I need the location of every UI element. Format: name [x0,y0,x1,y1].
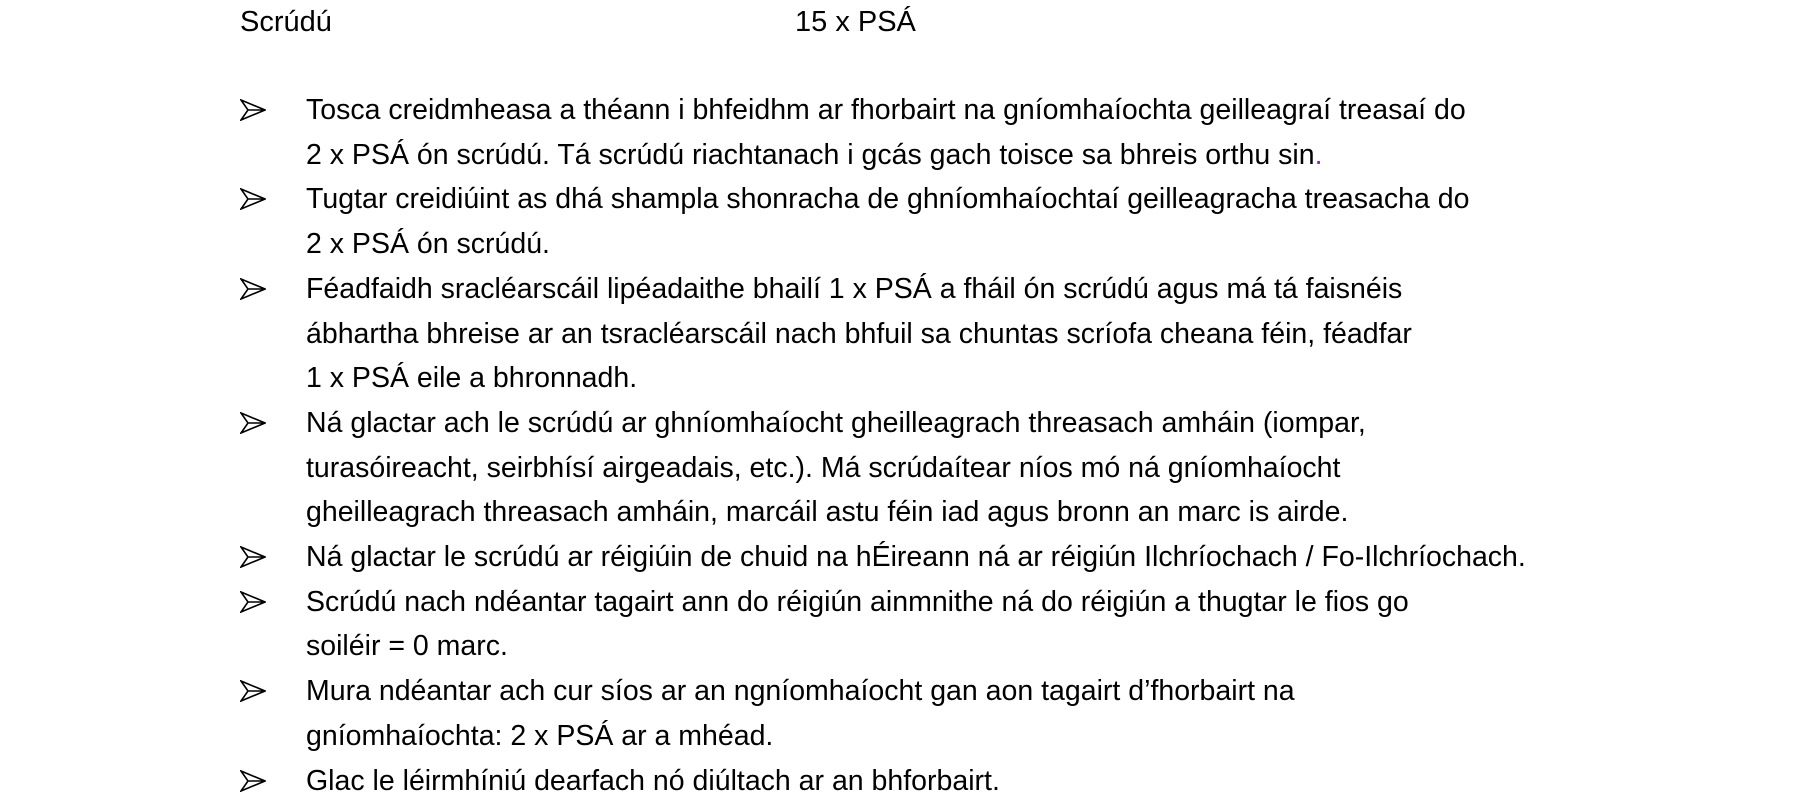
arrowhead-bullet-icon [240,770,266,792]
list-item-line: Glac le léirmhíniú dearfach nó diúltach ar an bhforbairt. [306,764,1000,797]
list-item-line: Féadfaidh sracléarscáil lipéadaithe bhailí 1 x PSÁ a fháil ón scrúdú agus má tá faisnéis [306,272,1403,305]
list-item [240,177,1800,266]
marking-scheme-list [240,88,1800,803]
list-item [240,669,1800,758]
list-item-line-text: 2 x PSÁ ón scrúdú. Tá scrúdú riachtanach i gcás gach toisce sa bhreis orthu sin [306,138,1315,171]
list-item-line: 1 x PSÁ eile a bhronnadh. [306,362,638,395]
header-label: Scrúdú [240,6,332,38]
arrowhead-bullet-icon [240,99,266,121]
list-item [240,580,1800,669]
list-item-line: soiléir = 0 marc. [306,630,508,663]
arrowhead-bullet-icon [240,546,266,568]
arrowhead-bullet-icon [240,188,266,210]
marks-header [240,2,1240,42]
list-item-line: Scrúdú nach ndéantar tagairt ann do réigiún ainmnithe ná do réigiún a thugtar le fios go [306,585,1409,618]
list-item [240,759,1800,803]
arrowhead-bullet-icon [240,680,266,702]
list-item-line: 2 x PSÁ ón scrúdú. [306,228,550,261]
list-item [240,267,1800,401]
list-item-line: Tugtar creidiúint as dhá shampla shonracha de ghníomhaíochtaí geilleagracha treasacha do [306,183,1470,216]
list-item-line: gníomhaíochta: 2 x PSÁ ar a mhéad. [306,719,774,752]
list-item-line: gheilleagrach threasach amháin, marcáil astu féin iad agus bronn an marc is airde. [306,496,1349,529]
arrowhead-bullet-icon [240,591,266,613]
header-value: 15 x PSÁ [795,6,916,38]
list-item-line [306,133,1800,178]
list-item-line: Mura ndéantar ach cur síos ar an ngníomhaíocht gan aon tagairt d’fhorbairt na [306,675,1295,708]
list-item [240,535,1800,580]
arrowhead-bullet-icon [240,412,266,434]
arrowhead-bullet-icon [240,278,266,300]
trailing-mark: . [1314,138,1323,171]
list-item-line: ábhartha bhreise ar an tsracléarscáil nach bhfuil sa chuntas scríofa cheana féin, féadfar [306,317,1412,350]
list-item-line: Ná glactar ach le scrúdú ar ghníomhaíocht gheilleagrach threasach amháin (iompar, [306,406,1366,439]
list-item-line: Ná glactar le scrúdú ar réigiúin de chuid na hÉireann ná ar réigiún Ilchríochach / Fo-Ilchríochach. [306,541,1526,574]
list-item-line: turasóireacht, seirbhísí airgeadais, etc.). Má scrúdaítear níos mó ná gníomhaíocht [306,451,1341,484]
list-item [240,401,1800,535]
list-item [240,88,1800,177]
list-item-line: Tosca creidmheasa a théann i bhfeidhm ar fhorbairt na gníomhaíochta geilleagraí treasaí do [306,94,1466,126]
